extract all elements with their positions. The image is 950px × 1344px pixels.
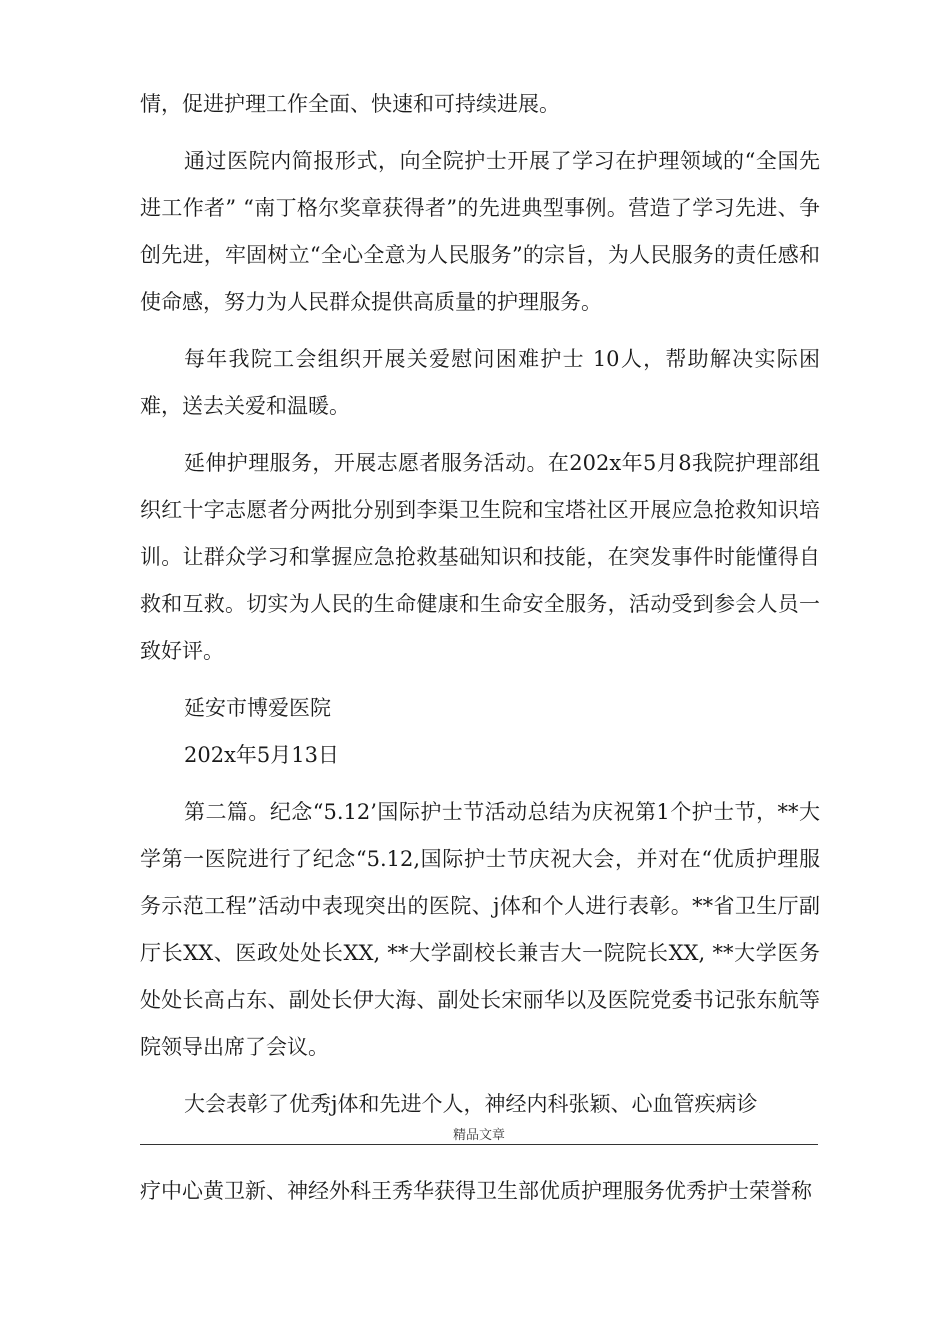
signature-hospital: 延安市博爱医院 xyxy=(184,696,331,720)
paragraph-awards: 大会表彰了优秀j体和先进个人，神经内科张颖、心血管疾病诊 xyxy=(184,1092,758,1116)
paragraph-study-models: 通过医院内简报形式，向全院护士开展了学习在护理领域的“全国先进工作者” “南丁格尔奖章获得者”的先进典型事例。营造了学习先进、争创先进，牢固树立“全心全意为人民服务”的宗旨，为人民服务的责任感和使命感，努力为人民群众提供高质量的护理服务。 xyxy=(140,149,820,314)
paragraph-second-article: 第二篇。纪念“5.12’国际护士节活动总结为庆祝第1个护士节，**大学第一医院进行了纪念“5.12,国际护士节庆祝大会，并对在“优质护理服务示范工程”活动中表现突出的医院、j体和个人进行表彰。**省卫生厅副厅长XX、医政处处长XX, **大学副校长兼吉大一院院长XX, **大学医务处处长高占东、副处长伊大海、副处长宋丽华以及医院党委书记张东航等院领导出席了会议。 xyxy=(140,800,820,1059)
footer-label: 精品文章 xyxy=(452,1128,505,1143)
paragraph-volunteer-service: 延伸护理服务，开展志愿者服务活动。在202x年5月8我院护理部组织红十字志愿者分两批分别到李渠卫生院和宝塔社区开展应急抢救知识培训。让群众学习和掌握应急抢救基础知识和技能，在突发事件时能懂得自救和互救。切实为人民的生命健康和生命安全服务，活动受到参会人员一致好评。 xyxy=(140,451,820,663)
body-text xyxy=(140,81,820,1128)
signature-date: 202x年5月13日 xyxy=(184,743,340,767)
paragraph-union-care: 每年我院工会组织开展关爱慰问困难护士 10人，帮助解决实际困难，送去关爱和温暖。 xyxy=(140,347,820,418)
footer-divider xyxy=(140,1144,818,1145)
next-page-text xyxy=(140,1168,820,1215)
paragraph-continuation: 情，促进护理工作全面、快速和可持续进展。 xyxy=(140,92,560,116)
next-page-line: 疗中心黄卫新、神经外科王秀华获得卫生部优质护理服务优秀护士荣誉称 xyxy=(140,1179,812,1203)
